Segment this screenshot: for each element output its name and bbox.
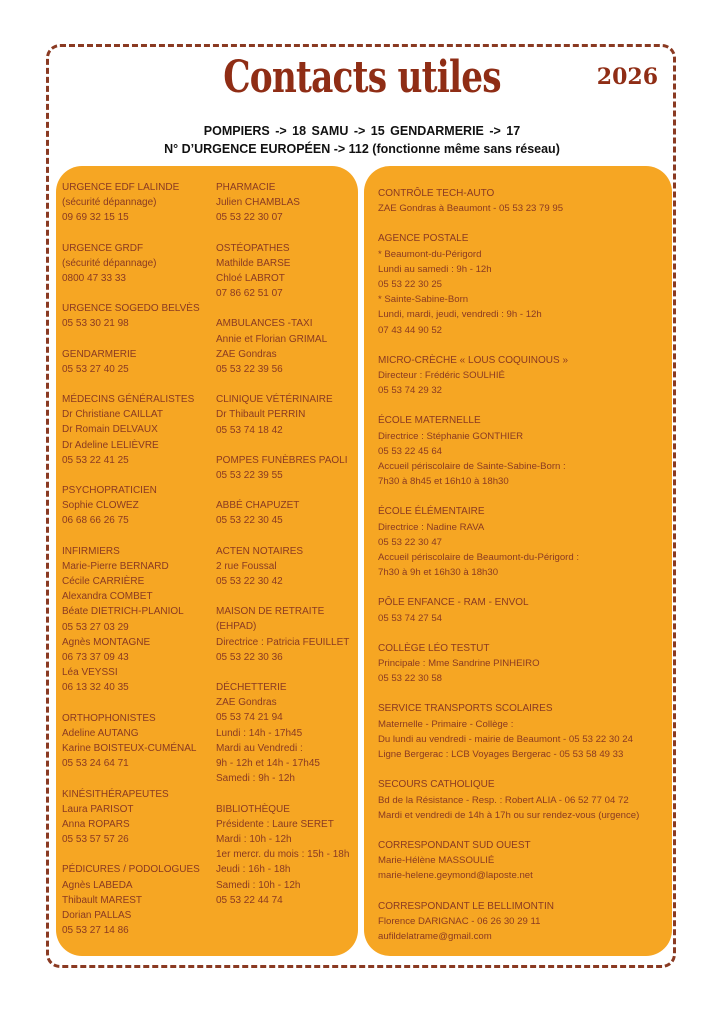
contact-detail: 05 53 22 30 36 bbox=[216, 651, 283, 663]
contact-detail: Mardi et vendredi de 14h à 17h ou sur rendez-vous (urgence) bbox=[378, 809, 640, 821]
contact-detail: Jeudi : 16h - 18h bbox=[216, 864, 291, 876]
contact-entry bbox=[378, 186, 668, 216]
contact-detail: Julien CHAMBLAS bbox=[216, 197, 300, 209]
contact-entry bbox=[216, 316, 358, 377]
contact-name: URGENCE EDF LALINDE bbox=[62, 182, 180, 193]
contact-detail: 05 53 74 27 54 bbox=[378, 612, 443, 624]
contact-name: SERVICE TRANSPORTS SCOLAIRES bbox=[378, 703, 553, 715]
contact-name: SECOURS CATHOLIQUE bbox=[378, 779, 495, 791]
contact-name: AGENCE POSTALE bbox=[378, 233, 469, 245]
contact-entry bbox=[216, 680, 358, 786]
contact-detail: Dr Thibault PERRIN bbox=[216, 409, 306, 421]
contact-detail: 2 rue Foussal bbox=[216, 560, 277, 572]
contact-entry bbox=[216, 802, 358, 908]
contact-detail: Directrice : Nadine RAVA bbox=[378, 521, 485, 533]
contact-detail: Mathilde BARSE bbox=[216, 257, 291, 269]
contact-detail: 06 73 37 09 43 bbox=[62, 652, 129, 664]
contact-detail: ZAE Gondras bbox=[216, 348, 277, 360]
contact-detail: Anna ROPARS bbox=[62, 818, 130, 830]
contact-detail: ZAE Gondras à Beaumont - 05 53 23 79 95 bbox=[378, 203, 564, 215]
contact-detail: 05 53 22 41 25 bbox=[62, 454, 129, 466]
contact-detail: Dr Romain DELVAUX bbox=[62, 424, 158, 436]
contact-detail: 05 53 22 30 42 bbox=[216, 576, 283, 588]
contact-name: AMBULANCES -TAXI bbox=[216, 318, 313, 330]
contact-detail: 7h30 à 8h45 et 16h10 à 18h30 bbox=[378, 476, 509, 488]
contact-detail: Mardi : 10h - 12h bbox=[216, 833, 292, 845]
contact-detail: Directrice : Stéphanie GONTHIER bbox=[378, 430, 524, 442]
contact-name: MICRO-CRÈCHE « LOUS COQUINOUS » bbox=[378, 354, 569, 366]
contact-detail: Alexandra COMBET bbox=[62, 591, 153, 603]
contact-detail: Lundi : 14h - 17h45 bbox=[216, 727, 303, 739]
contact-detail: Directrice : Patricia FEUILLET bbox=[216, 636, 350, 648]
contact-name: MÉDECINS GÉNÉRALISTES bbox=[62, 394, 195, 406]
contact-detail: 07 86 62 51 07 bbox=[216, 288, 283, 300]
contact-detail: 05 53 22 30 25 bbox=[378, 279, 443, 291]
contact-entry bbox=[216, 453, 358, 483]
contact-entry bbox=[216, 604, 358, 665]
contact-detail: ZAE Gondras bbox=[216, 697, 277, 709]
year-label: 2026 bbox=[596, 64, 658, 90]
contact-detail: Adeline AUTANG bbox=[62, 727, 139, 739]
contact-detail: 1er mercr. du mois : 15h - 18h bbox=[216, 849, 350, 861]
contact-detail: Mardi au Vendredi : bbox=[216, 742, 303, 754]
contact-entry bbox=[378, 353, 668, 399]
contact-name: ÉCOLE MATERNELLE bbox=[378, 415, 481, 427]
contact-entry bbox=[62, 241, 212, 287]
contact-entry bbox=[378, 231, 668, 337]
contact-detail: Accueil périscolaire de Sainte-Sabine-Born : bbox=[378, 461, 566, 473]
contact-detail: 9h - 12h et 14h - 17h45 bbox=[216, 758, 320, 770]
contact-detail: 05 53 22 45 64 bbox=[378, 445, 443, 457]
contact-detail: 05 53 27 40 25 bbox=[62, 363, 129, 375]
contact-detail: Bd de la Résistance - Resp. : Robert ALIA - 06 52 77 04 72 bbox=[378, 794, 629, 806]
contact-detail: Agnès MONTAGNE bbox=[62, 636, 151, 648]
contact-name: KINÉSITHÉRAPEUTES bbox=[62, 788, 169, 800]
contact-detail: 05 53 27 14 86 bbox=[62, 925, 129, 937]
contact-entry bbox=[378, 413, 668, 489]
contact-entry bbox=[378, 595, 668, 625]
contact-detail: Florence DARIGNAC - 06 26 30 29 11 bbox=[378, 915, 541, 927]
contact-entry bbox=[378, 641, 668, 687]
contact-detail: Samedi : 10h - 12h bbox=[216, 879, 301, 891]
contacts-column-3 bbox=[378, 186, 668, 959]
contact-detail: 05 53 22 39 55 bbox=[216, 470, 283, 482]
contact-entry bbox=[62, 392, 212, 468]
contact-detail: Agnès LABEDA bbox=[62, 879, 133, 891]
contact-detail: Présidente : Laure SERET bbox=[216, 818, 334, 830]
contact-detail: Directeur : Frédéric SOULHIÉ bbox=[378, 370, 505, 382]
contact-detail: 05 53 22 30 58 bbox=[378, 673, 443, 685]
contact-detail: 05 53 22 30 47 bbox=[378, 536, 443, 548]
contact-detail: 7h30 à 9h et 16h30 à 18h30 bbox=[378, 567, 499, 579]
contact-detail: Dr Christiane CAILLAT bbox=[62, 409, 163, 421]
contact-detail: 05 53 27 03 29 bbox=[62, 621, 129, 633]
contact-name: CONTRÔLE TECH-AUTO bbox=[378, 188, 495, 199]
contact-entry bbox=[216, 180, 358, 226]
contact-detail: Chloé LABROT bbox=[216, 273, 285, 285]
contact-name: BIBLIOTHÈQUE bbox=[216, 803, 290, 815]
contact-entry bbox=[216, 392, 358, 438]
contact-detail: Thibault MAREST bbox=[62, 894, 143, 906]
contact-detail: 05 53 22 30 45 bbox=[216, 515, 283, 527]
contact-detail: Ligne Bergerac : LCB Voyages Bergerac - 05 53 58 49 33 bbox=[378, 749, 624, 761]
contact-detail: (sécurité dépannage) bbox=[62, 257, 157, 269]
contact-name: OSTÉOPATHES bbox=[216, 242, 290, 254]
contact-detail: Lundi au samedi : 9h - 12h bbox=[378, 263, 492, 275]
contact-entry bbox=[216, 241, 358, 302]
contact-name: URGENCE SOGEDO BELVÈS bbox=[62, 303, 200, 315]
contact-detail: 0800 47 33 33 bbox=[62, 273, 126, 285]
contact-name: MAISON DE RETRAITE bbox=[216, 606, 325, 618]
contact-name: POMPES FUNÈBRES PAOLI bbox=[216, 454, 348, 466]
contact-detail: 05 53 74 18 42 bbox=[216, 424, 283, 436]
contact-detail: 06 13 32 40 35 bbox=[62, 682, 129, 694]
contact-detail: 09 69 32 15 15 bbox=[62, 212, 129, 224]
contact-detail: 05 53 22 30 07 bbox=[216, 212, 283, 224]
contact-entry bbox=[216, 544, 358, 590]
emergency-numbers-line: POMPIERS -> 18 SAMU -> 15 GENDARMERIE -> 17 bbox=[203, 124, 521, 138]
contact-detail: 05 53 57 57 26 bbox=[62, 834, 129, 846]
contact-entry bbox=[62, 347, 212, 377]
contact-name: GENDARMERIE bbox=[62, 348, 137, 360]
contact-detail: (EHPAD) bbox=[216, 621, 257, 633]
contact-detail: Sophie CLOWEZ bbox=[62, 500, 139, 512]
contact-detail: Dr Adeline LELIÈVRE bbox=[62, 439, 159, 451]
contact-entry bbox=[378, 838, 668, 884]
contact-detail: Du lundi au vendredi - mairie de Beaumont - 05 53 22 30 24 bbox=[378, 733, 633, 745]
contact-name: ORTHOPHONISTES bbox=[62, 712, 156, 724]
contact-detail: Laura PARISOT bbox=[62, 803, 134, 815]
contact-entry bbox=[378, 701, 668, 762]
contact-detail: * Beaumont-du-Périgord bbox=[378, 248, 482, 260]
contact-detail: 05 53 22 39 56 bbox=[216, 364, 283, 376]
contact-detail: * Sainte-Sabine-Born bbox=[378, 294, 469, 306]
contact-name: PÔLE ENFANCE - RAM - ENVOL bbox=[378, 597, 529, 609]
contact-entry bbox=[378, 777, 668, 823]
contact-detail: Lundi, mardi, jeudi, vendredi : 9h - 12h bbox=[378, 309, 542, 321]
contact-name: CORRESPONDANT LE BELLIMONTIN bbox=[378, 900, 554, 912]
contact-detail: 05 53 24 64 71 bbox=[62, 758, 129, 770]
contact-detail: Cécile CARRIÈRE bbox=[62, 576, 145, 588]
contact-entry bbox=[62, 787, 212, 848]
contact-name: ACTEN NOTAIRES bbox=[216, 545, 304, 557]
page-title: Contacts utiles bbox=[223, 52, 501, 103]
contact-detail: Principale : Mme Sandrine PINHEIRO bbox=[378, 658, 540, 670]
contact-entry bbox=[378, 899, 668, 945]
contact-detail: 05 53 74 21 94 bbox=[216, 712, 283, 724]
contact-detail: Dorian PALLAS bbox=[62, 909, 132, 921]
contact-detail: Béate DIETRICH-PLANIOL bbox=[62, 606, 184, 618]
contact-entry bbox=[62, 301, 212, 331]
contact-detail: Annie et Florian GRIMAL bbox=[216, 333, 328, 345]
contact-name: CORRESPONDANT SUD OUEST bbox=[378, 839, 531, 851]
contact-detail: Samedi : 9h - 12h bbox=[216, 773, 295, 785]
contact-detail: Karine BOISTEUX-CUMÉNAL bbox=[62, 743, 197, 755]
contact-entry bbox=[62, 483, 212, 529]
contact-entry bbox=[62, 180, 212, 226]
contact-name: URGENCE GRDF bbox=[62, 242, 144, 254]
contact-detail: 05 53 74 29 32 bbox=[378, 385, 443, 397]
contact-entry bbox=[216, 498, 358, 528]
contact-detail: Accueil périscolaire de Beaumont-du-Périgord : bbox=[378, 552, 580, 564]
contact-name: ABBÉ CHAPUZET bbox=[216, 500, 300, 512]
contact-detail: Marie-Hélène MASSOULIÉ bbox=[378, 855, 495, 867]
contact-name: PSYCHOPRATICIEN bbox=[62, 485, 157, 497]
contact-detail: Maternelle - Primaire - Collège : bbox=[378, 718, 514, 730]
contact-detail: aufildelatrame@gmail.com bbox=[378, 930, 492, 942]
contact-name: DÉCHETTERIE bbox=[216, 682, 287, 694]
contact-entry bbox=[62, 711, 212, 772]
contact-entry bbox=[62, 862, 212, 938]
contacts-column-1 bbox=[62, 180, 212, 953]
contact-name: COLLÈGE LÉO TESTUT bbox=[378, 642, 490, 654]
contact-detail: 05 53 30 21 98 bbox=[62, 318, 129, 330]
contact-detail: 07 43 44 90 52 bbox=[378, 324, 443, 336]
contact-detail: Léa VEYSSI bbox=[62, 667, 118, 679]
contact-detail: Marie-Pierre BERNARD bbox=[62, 560, 169, 572]
contact-entry bbox=[378, 504, 668, 580]
contact-detail: marie-helene.geymond@laposte.net bbox=[378, 870, 533, 882]
contact-name: INFIRMIERS bbox=[62, 545, 120, 557]
contact-detail: 05 53 22 44 74 bbox=[216, 894, 283, 906]
contact-entry bbox=[62, 544, 212, 696]
european-emergency-line: N° D’URGENCE EUROPÉEN -> 112 (fonctionne même sans réseau) bbox=[164, 142, 560, 156]
contact-name: ÉCOLE ÉLÉMENTAIRE bbox=[378, 506, 485, 518]
contact-detail: 06 68 66 26 75 bbox=[62, 515, 129, 527]
contact-name: PHARMACIE bbox=[216, 182, 276, 193]
contact-name: PÉDICURES / PODOLOGUES bbox=[62, 864, 200, 876]
contacts-column-2 bbox=[216, 180, 358, 923]
contact-name: CLINIQUE VÉTÉRINAIRE bbox=[216, 394, 333, 406]
contact-detail: (sécurité dépannage) bbox=[62, 197, 157, 209]
